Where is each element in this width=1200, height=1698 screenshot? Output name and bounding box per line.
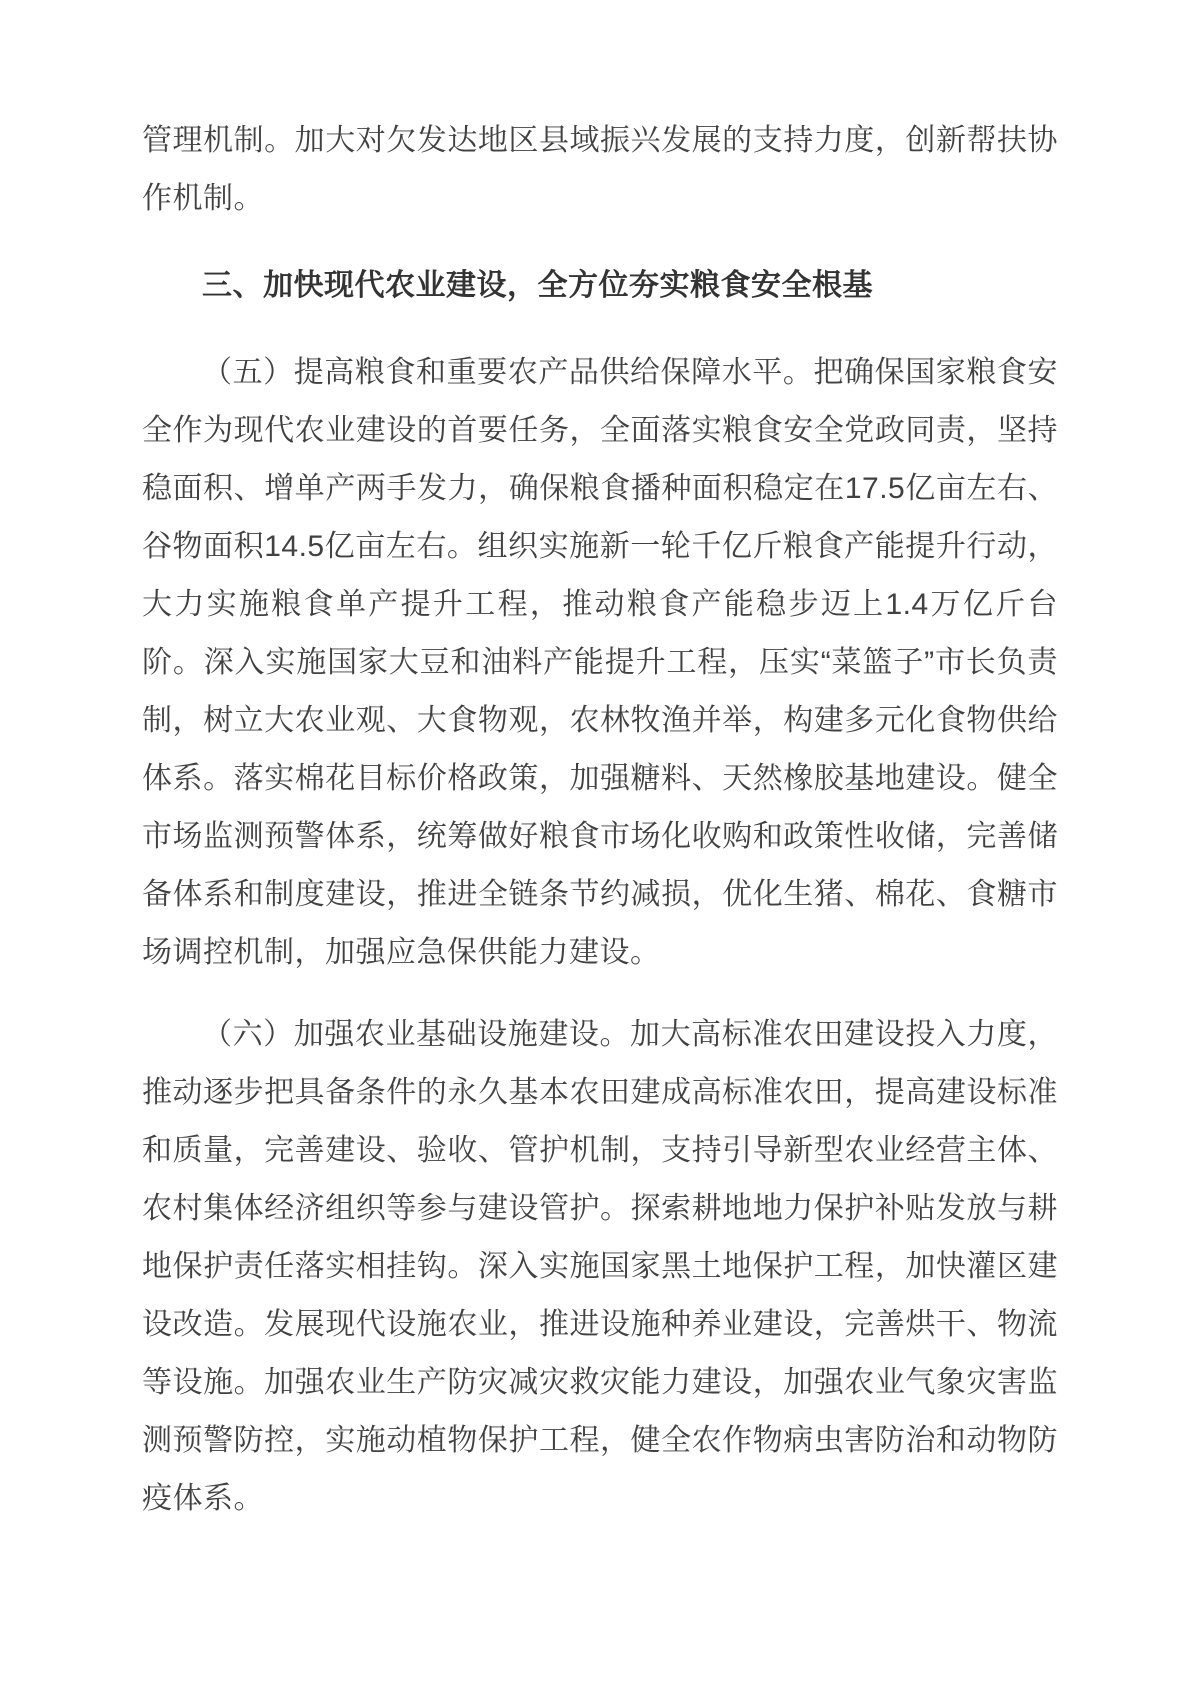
paragraph-continuation: 管理机制。加大对欠发达地区县域振兴发展的支持力度，创新帮扶协作机制。 [142, 124, 1058, 215]
section-heading: 三、加快现代农业建设，全方位夯实粮食安全根基 [202, 269, 873, 302]
paragraph-item-6: （六）加强农业基础设施建设。加大高标准农田建设投入力度，推动逐步把具备条件的永久基本农田建成高标准农田，提高建设标准和质量，完善建设、验收、管护机制，支持引导新型农业经营主体、农村集体经济组织等参与建设管护。探索耕地地力保护补贴发放与耕地保护责任落实相挂钩。深入实施国家黑土地保护工程，加快灌区建设改造。发展现代设施农业，推进设施种养业建设，完善烘干、物流等设施。加强农业生产防灾减灾救灾能力建设，加强农业气象灾害监测预警防控，实施动植物保护工程，健全农作物病虫害防治和动物防疫体系。 [142, 1018, 1058, 1515]
paragraph-item-5: （五）提高粮食和重要农产品供给保障水平。把确保国家粮食安全作为现代农业建设的首要任务，全面落实粮食安全党政同责，坚持稳面积、增单产两手发力，确保粮食播种面积稳定在17.5亿亩左右、谷物面积14.5亿亩左右。组织实施新一轮千亿斤粮食产能提升行动，大力实施粮食单产提升工程，推动粮食产能稳步迈上1.4万亿斤台阶。深入实施国家大豆和油料产能提升工程，压实“菜篮子”市长负责制，树立大农业观、大食物观，农林牧渔并举，构建多元化食物供给体系。落实棉花目标价格政策，加强糖料、天然橡胶基地建设。健全市场监测预警体系，统筹做好粮食市场化收购和政策性收储，完善储备体系和制度建设，推进全链条节约减损，优化生猪、棉花、食糖市场调控机制，加强应急保供能力建设。 [142, 356, 1058, 969]
